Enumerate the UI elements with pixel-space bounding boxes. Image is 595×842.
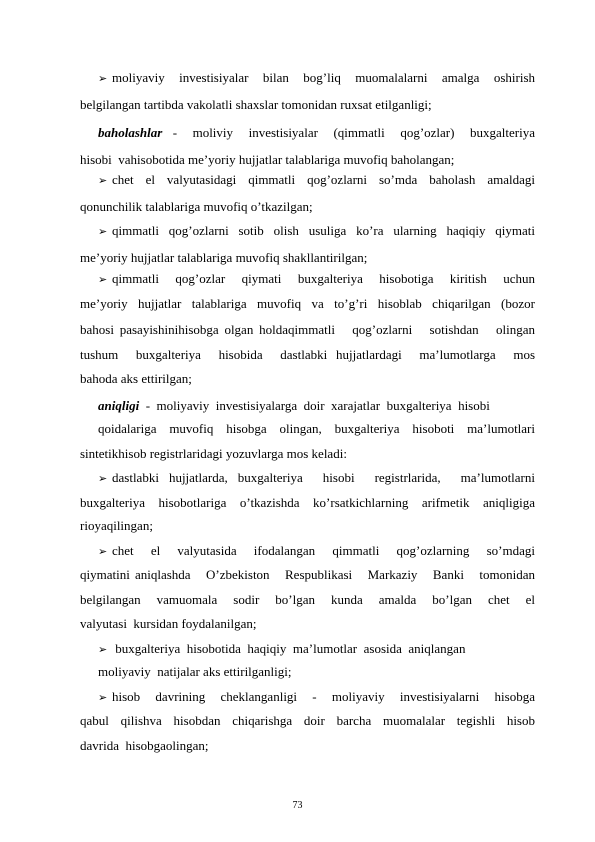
text-line — [98, 172, 535, 189]
line-text: sintetikhisob registrlaridagi yozuvlarga mos keladi: — [80, 446, 347, 461]
text-line — [80, 738, 535, 754]
text-line — [98, 125, 535, 141]
line-text: hisob davrining cheklanganligi - moliyaviy investisiyalarni hisobga — [112, 689, 535, 704]
arrow-bullet-icon: ➢ — [98, 72, 108, 85]
text-line — [80, 199, 535, 215]
line-text: belgilangan vamuomala sodir bo’lgan kunda amalda bo’lgan chet el — [80, 592, 535, 607]
line-text: qimmatli qog’ozlarni sotib olish usuliga ko’ra ularning haqiqiy qiymati — [112, 223, 535, 238]
line-text: rioyaqilingan; — [80, 518, 153, 533]
text-line — [98, 271, 535, 288]
term-heading: aniqligi — [98, 398, 140, 413]
text-line — [80, 495, 535, 511]
text-line — [80, 97, 535, 113]
line-text: me’yoriy hujjatlar talablariga muvofiq shakllantirilgan; — [80, 250, 368, 265]
text-line — [98, 70, 535, 87]
line-text: moliyaviy natijalar aks ettirilganligi; — [98, 664, 292, 679]
text-line — [98, 421, 535, 437]
text-line — [98, 398, 535, 414]
line-text: me’yoriy hujjatlar talablariga muvofiq va to’g’ri hisoblab chiqarilgan (bozor — [80, 296, 535, 311]
text-line — [98, 689, 535, 706]
text-line — [80, 713, 535, 729]
text-line — [80, 296, 535, 312]
text-line — [98, 543, 535, 560]
line-text: bahoda aks ettirilgan; — [80, 371, 192, 386]
arrow-bullet-icon: ➢ — [98, 691, 108, 704]
page-number: 73 — [292, 800, 303, 811]
text-line — [80, 250, 535, 266]
line-text: qonunchilik talablariga muvofiq o’tkazilgan; — [80, 199, 313, 214]
text-line — [98, 223, 535, 240]
line-text: bahosi pasayishinihisobga olgan holdaqimmatli qog’ozlarni sotishdan olingan — [80, 322, 535, 337]
arrow-bullet-icon: ➢ — [98, 545, 108, 558]
arrow-bullet-icon: ➢ — [98, 225, 108, 238]
line-text: hisobi vahisobotida me’yoriy hujjatlar talablariga muvofiq baholangan; — [80, 152, 455, 167]
text-line — [80, 322, 535, 338]
text-line — [80, 446, 535, 462]
line-text: buxgalteriya hisobotida haqiqiy ma’lumotlar asosida aniqlangan — [112, 641, 466, 656]
term-heading: baholashlar — [98, 125, 163, 140]
text-line — [98, 470, 535, 487]
line-text: chet el valyutasida ifodalangan qimmatli qog’ozlarning so’mdagi — [112, 543, 535, 558]
line-text: qiymatini aniqlashda O’zbekiston Respublikasi Markaziy Banki tomonidan — [80, 567, 535, 582]
line-text: davrida hisobgaolingan; — [80, 738, 209, 753]
line-text: moliyaviy investisiyalar bilan bog’liq muomalalarni amalga oshirish — [112, 70, 535, 85]
arrow-bullet-icon: ➢ — [98, 273, 108, 286]
text-line — [80, 152, 535, 168]
line-text: belgilangan tartibda vakolatli shaxslar tomonidan ruxsat etilganligi; — [80, 97, 432, 112]
arrow-bullet-icon: ➢ — [98, 643, 108, 656]
arrow-bullet-icon: ➢ — [98, 174, 108, 187]
line-text: - moliviy investisiyalar (qimmatli qog’ozlar) buxgalteriya — [162, 125, 535, 140]
text-line — [80, 518, 535, 534]
line-text: valyutasi kursidan foydalanilgan; — [80, 616, 257, 631]
line-text: chet el valyutasidagi qimmatli qog’ozlarni so’mda baholash amaldagi — [112, 172, 535, 187]
text-line — [80, 592, 535, 608]
line-text: qabul qilishva hisobdan chiqarishga doir barcha muomalalar tegishli hisob — [80, 713, 535, 728]
text-line — [98, 664, 535, 680]
text-line — [80, 616, 535, 632]
line-text: dastlabki hujjatlarda, buxgalteriya hisobi registrlarida, ma’lumotlarni — [112, 470, 535, 485]
line-text: buxgalteriya hisobotlariga o’tkazishda ko’rsatkichlarning arifmetik aniqligiga — [80, 495, 535, 510]
text-line — [98, 641, 535, 658]
line-text: tushum buxgalteriya hisobida dastlabki hujjatlardagi ma’lumotlarga mos — [80, 347, 535, 362]
line-text: qoidalariga muvofiq hisobga olingan, buxgalteriya hisoboti ma’lumotlari — [98, 421, 535, 436]
line-text: qimmatli qog’ozlar qiymati buxgalteriya hisobotiga kiritish uchun — [112, 271, 535, 286]
arrow-bullet-icon: ➢ — [98, 472, 108, 485]
line-text: - moliyaviy investisiyalarga doir xarajatlar buxgalteriya hisobi — [139, 398, 490, 413]
text-line — [80, 567, 535, 583]
text-line — [80, 371, 535, 387]
text-line — [80, 347, 535, 363]
